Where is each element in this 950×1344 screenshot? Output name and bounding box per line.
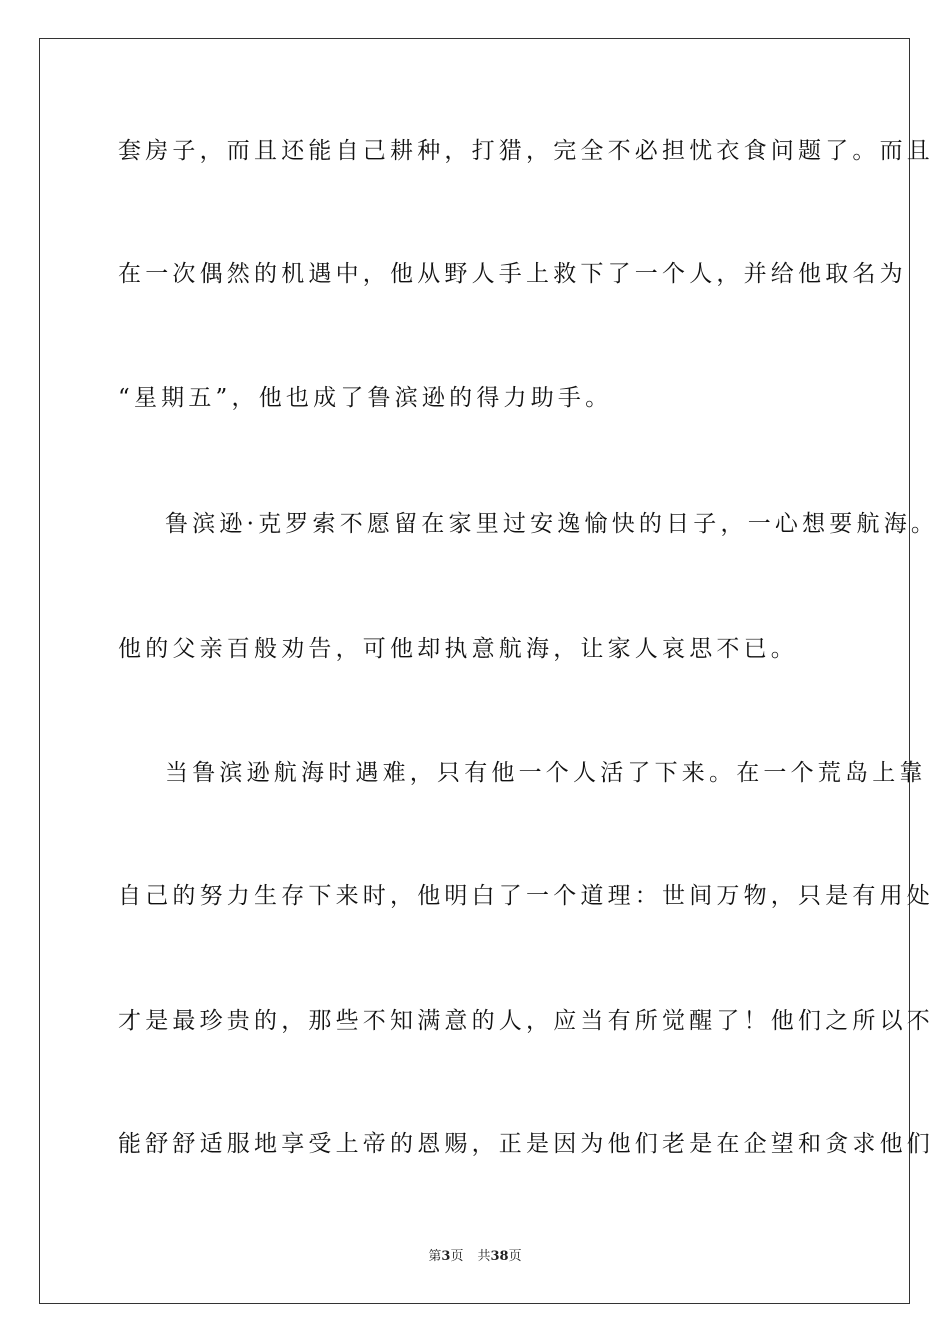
text-line-8: 才是最珍贵的，那些不知满意的人，应当有所觉醒了！他们之所以不 [118, 1008, 934, 1034]
text-line-7: 自己的努力生存下来时，他明白了一个道理：世间万物，只是有用处 [118, 883, 934, 909]
page-border [39, 38, 939, 1304]
text-line-5: 他的父亲百般劝告，可他却执意航海，让家人哀思不已。 [118, 636, 798, 662]
page-footer [0, 1248, 950, 1266]
page-suffix: 页 [450, 1249, 464, 1264]
total-pages: 38 [490, 1249, 509, 1264]
text-line-9: 能舒舒适服地享受上帝的恩赐，正是因为他们老是在企望和贪求他们 [118, 1131, 934, 1157]
page-number: 3 [441, 1249, 451, 1264]
total-suffix: 页 [508, 1249, 522, 1264]
total-prefix: 共 [477, 1249, 491, 1264]
page-prefix: 第 [428, 1249, 442, 1264]
text-line-1: 套房子，而且还能自己耕种，打猎，完全不必担忧衣食问题了。而且 [118, 138, 934, 164]
text-line-2: 在一次偶然的机遇中，他从野人手上救下了一个人，并给他取名为 [118, 261, 907, 287]
text-line-3: “星期五”，他也成了鲁滨逊的得力助手。 [118, 385, 613, 411]
text-line-6-paragraph-start: 当鲁滨逊航海时遇难，只有他一个人活了下来。在一个荒岛上靠 [165, 760, 927, 786]
text-line-4-paragraph-start: 鲁滨逊·克罗索不愿留在家里过安逸愉快的日子，一心想要航海。 [165, 511, 939, 537]
